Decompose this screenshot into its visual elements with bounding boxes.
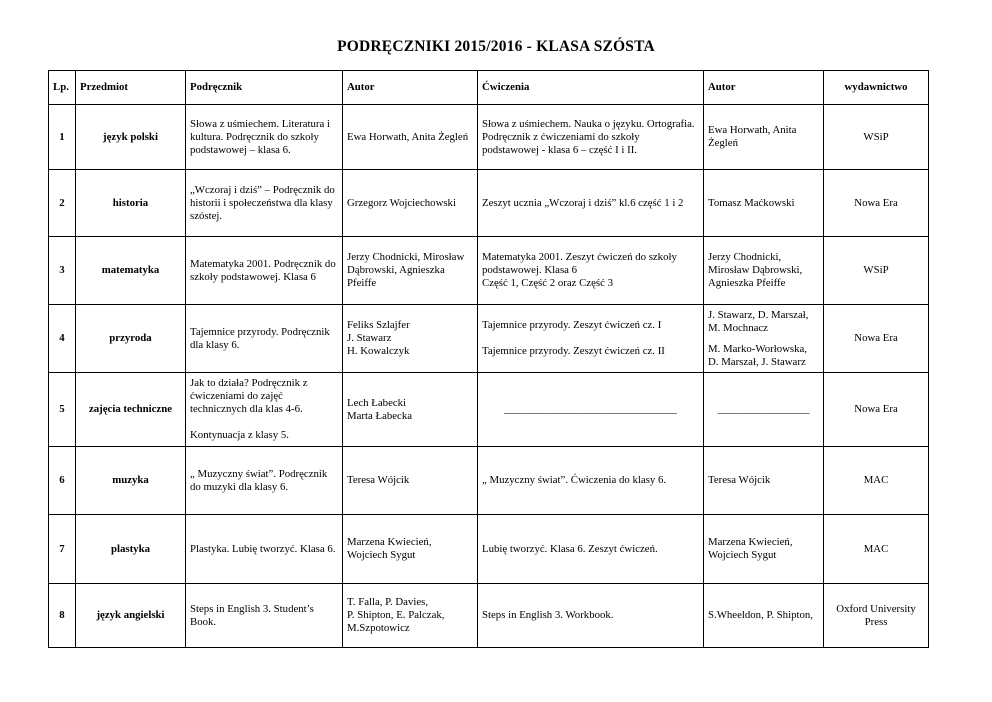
row-number: 2	[49, 170, 76, 237]
subject-cell: język polski	[76, 105, 186, 170]
publisher-cell: MAC	[824, 447, 929, 515]
author-cell	[343, 373, 478, 447]
author-line: J. Stawarz	[347, 332, 392, 344]
author-line: Feliks Szlajfer	[347, 319, 410, 331]
row-number: 6	[49, 447, 76, 515]
author-cell: Jerzy Chodnicki, Mirosław Dąbrowski, Agnieszka Pfeiffe	[343, 237, 478, 305]
exercises-cell: ________________________________	[478, 373, 704, 447]
author-line: M.Szpotowicz	[347, 622, 410, 634]
author-cell: Grzegorz Wojciechowski	[343, 170, 478, 237]
publisher-cell: WSiP	[824, 105, 929, 170]
exercises-author-line: M. Marko-Worłowska, D. Marszał, J. Stawarz	[708, 342, 807, 368]
header-przedmiot: Przedmiot	[76, 71, 186, 105]
publisher-cell: Nowa Era	[824, 373, 929, 447]
subject-cell: plastyka	[76, 515, 186, 584]
table-row	[49, 373, 929, 447]
exercises-author-cell: S.Wheeldon, P. Shipton,	[704, 584, 824, 648]
author-cell: Teresa Wójcik	[343, 447, 478, 515]
subject-cell: język angielski	[76, 584, 186, 648]
textbook-cell: „Wczoraj i dziś” – Podręcznik do historii i społeczeństwa dla klasy szóstej.	[186, 170, 343, 237]
textbook-cell: Plastyka. Lubię tworzyć. Klasa 6.	[186, 515, 343, 584]
author-line: H. Kowalczyk	[347, 345, 410, 357]
author-cell	[343, 584, 478, 648]
author-cell: Marzena Kwiecień, Wojciech Sygut	[343, 515, 478, 584]
author-cell	[343, 305, 478, 373]
exercises-author-cell: Marzena Kwiecień, Wojciech Sygut	[704, 515, 824, 584]
textbook-line: Kontynuacja z klasy 5.	[190, 429, 289, 441]
page-title: PODRĘCZNIKI 2015/2016 - KLASA SZÓSTA	[337, 38, 655, 55]
table-row	[49, 447, 929, 515]
exercises-author-cell: Ewa Horwath, Anita Żegleń	[704, 105, 824, 170]
exercises-cell: Zeszyt ucznia „Wczoraj i dziś” kl.6 część 1 i 2	[478, 170, 704, 237]
author-cell: Ewa Horwath, Anita Żegleń	[343, 105, 478, 170]
subject-cell: historia	[76, 170, 186, 237]
author-line: Lech Łabecki	[347, 396, 407, 409]
author-line: P. Shipton, E. Palczak,	[347, 609, 445, 621]
publisher-cell: Nowa Era	[824, 170, 929, 237]
textbook-table	[48, 70, 929, 648]
exercises-line: Matematyka 2001. Zeszyt ćwiczeń do szkoły podstawowej. Klasa 6	[482, 251, 677, 276]
textbook-cell	[186, 373, 343, 447]
exercises-cell: „ Muzyczny świat”. Ćwiczenia do klasy 6.	[478, 447, 704, 515]
header-cwiczenia: Ćwiczenia	[478, 71, 704, 105]
textbook-line: Jak to działa? Podręcznik z ćwiczeniami do zajęć technicznych dla klas 4-6.	[190, 377, 308, 415]
exercises-cell: Steps in English 3. Workbook.	[478, 584, 704, 648]
exercises-author-cell: Teresa Wójcik	[704, 447, 824, 515]
textbook-cell: „ Muzyczny świat”. Podręcznik do muzyki dla klasy 6.	[186, 447, 343, 515]
table-row	[49, 105, 929, 170]
exercises-cell: Słowa z uśmiechem. Nauka o języku. Ortografia. Podręcznik z ćwiczeniami do szkoły podstawowej - klasa 6 – część I i II.	[478, 105, 704, 170]
subject-cell: przyroda	[76, 305, 186, 373]
table-row	[49, 515, 929, 584]
exercises-line: Tajemnice przyrody. Zeszyt ćwiczeń cz. II	[482, 345, 665, 357]
row-number: 7	[49, 515, 76, 584]
textbook-cell: Matematyka 2001. Podręcznik do szkoły podstawowej. Klasa 6	[186, 237, 343, 305]
header-lp: Lp.	[49, 71, 76, 105]
textbook-cell: Słowa z uśmiechem. Literatura i kultura. Podręcznik do szkoły podstawowej – klasa 6.	[186, 105, 343, 170]
header-podrecznik: Podręcznik	[186, 71, 343, 105]
exercises-line: Część 1, Część 2 oraz Część 3	[482, 277, 614, 289]
publisher-cell: MAC	[824, 515, 929, 584]
header-autor: Autor	[343, 71, 478, 105]
row-number: 1	[49, 105, 76, 170]
exercises-cell	[478, 237, 704, 305]
exercises-cell	[478, 305, 704, 373]
exercises-author-cell: Tomasz Maćkowski	[704, 170, 824, 237]
header-row	[49, 71, 929, 105]
row-number: 8	[49, 584, 76, 648]
subject-cell: muzyka	[76, 447, 186, 515]
exercises-author-cell	[704, 305, 824, 373]
subject-cell: matematyka	[76, 237, 186, 305]
subject-cell: zajęcia techniczne	[76, 373, 186, 447]
publisher-cell: Oxford University Press	[824, 584, 929, 648]
exercises-author-cell: Jerzy Chodnicki, Mirosław Dąbrowski, Agnieszka Pfeiffe	[704, 237, 824, 305]
author-line: T. Falla, P. Davies,	[347, 596, 429, 608]
textbook-cell: Tajemnice przyrody. Podręcznik dla klasy 6.	[186, 305, 343, 373]
publisher-cell: Nowa Era	[824, 305, 929, 373]
exercises-author-line: J. Stawarz, D. Marszał, M. Mochnacz	[708, 308, 809, 334]
table-row	[49, 237, 929, 305]
header-autor-cwiczen: Autor	[704, 71, 824, 105]
table-row	[49, 584, 929, 648]
exercises-line: Tajemnice przyrody. Zeszyt ćwiczeń cz. I	[482, 319, 662, 331]
row-number: 5	[49, 373, 76, 447]
header-wydawnictwo: wydawnictwo	[824, 71, 929, 105]
exercises-author-cell: _________________	[704, 373, 824, 447]
textbook-cell: Steps in English 3. Student’s Book.	[186, 584, 343, 648]
table-row	[49, 170, 929, 237]
publisher-cell: WSiP	[824, 237, 929, 305]
table-row	[49, 305, 929, 373]
author-line: Marta Łabecka	[347, 409, 413, 422]
row-number: 4	[49, 305, 76, 373]
exercises-cell: Lubię tworzyć. Klasa 6. Zeszyt ćwiczeń.	[478, 515, 704, 584]
row-number: 3	[49, 237, 76, 305]
